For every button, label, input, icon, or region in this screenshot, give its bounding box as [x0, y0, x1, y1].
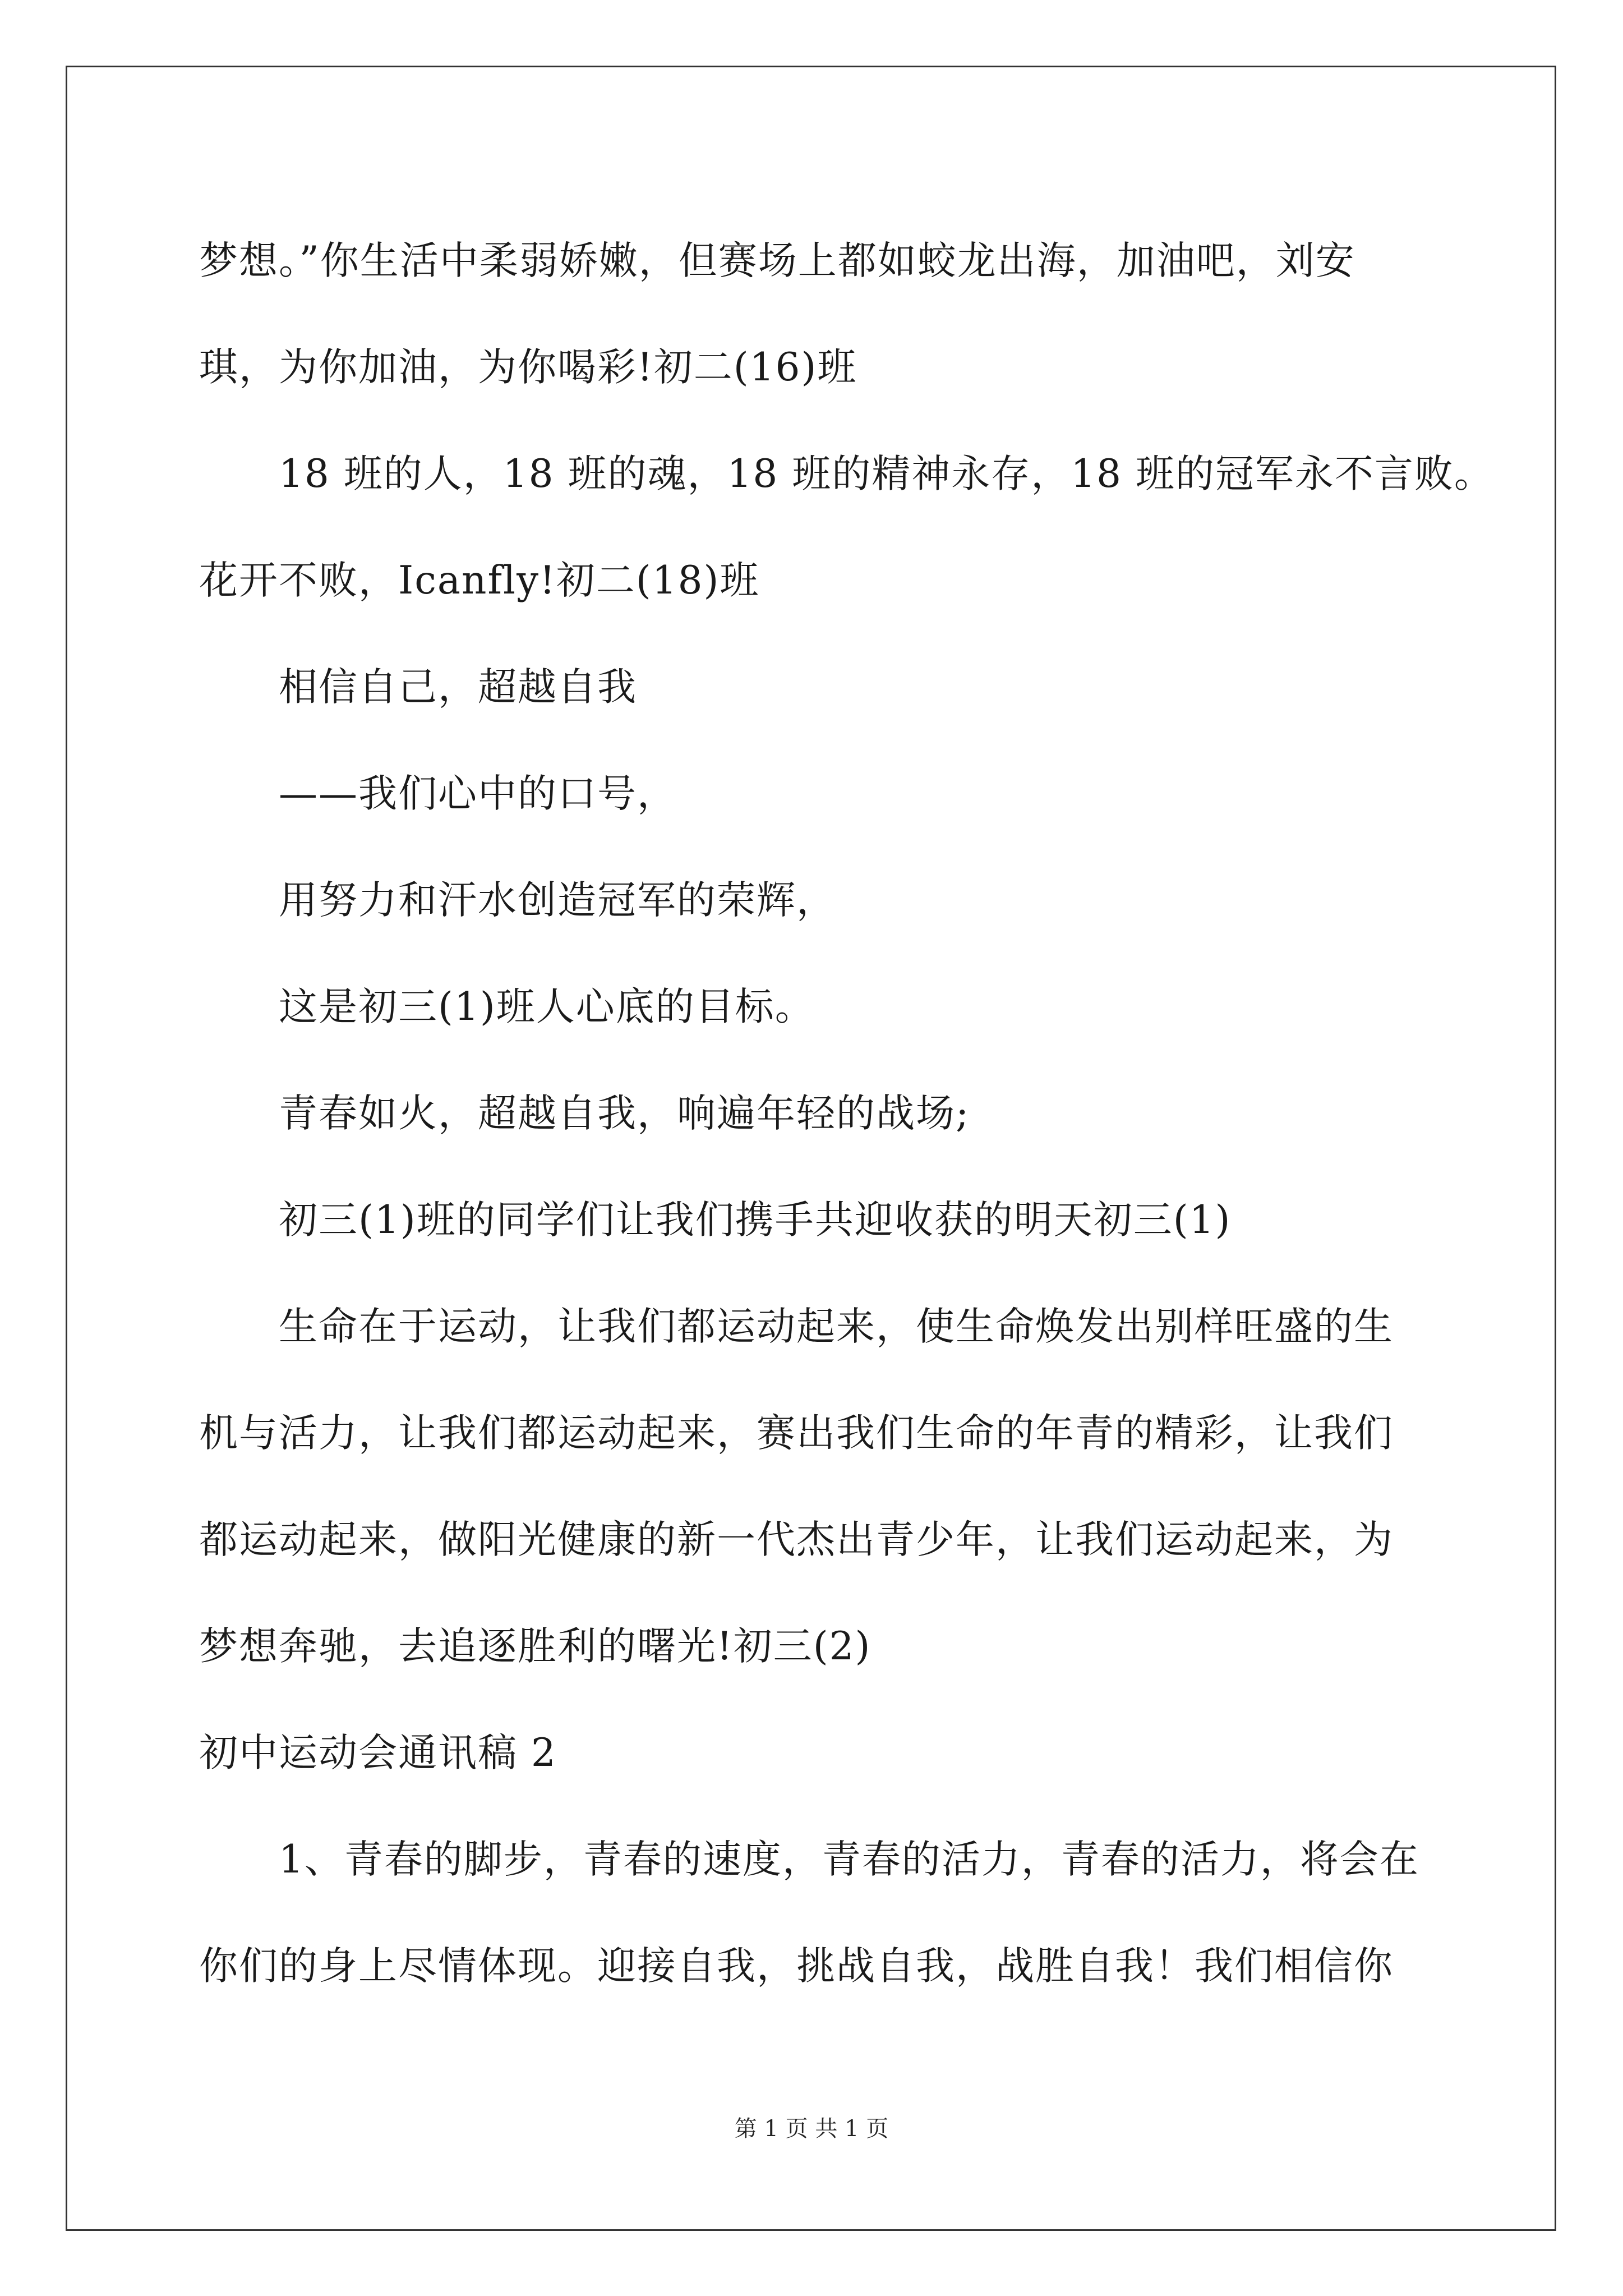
text-line: 梦想奔驰，去追逐胜利的曙光!初三(2)	[199, 1624, 872, 1669]
document-body	[199, 208, 1494, 2019]
text-line: 这是初三(1)班人心底的目标。	[279, 984, 815, 1029]
text-line: 机与活力，让我们都运动起来，赛出我们生命的年青的精彩，让我们	[199, 1411, 1394, 1456]
text-line: 你们的身上尽情体现。迎接自我，挑战自我，战胜自我！我们相信你	[199, 1944, 1394, 1989]
text-line: ——我们心中的口号，	[279, 771, 677, 816]
text-line: 琪，为你加油，为你喝彩!初二(16)班	[199, 345, 857, 390]
text-line: 花开不败，Icanfly!初二(18)班	[199, 558, 760, 603]
page-footer: 第 1 页 共 1 页	[734, 2116, 889, 2142]
text-line: 梦想。”你生活中柔弱娇嫩，但赛场上都如蛟龙出海，加油吧，刘安	[199, 238, 1355, 283]
text-line: 18 班的人，18 班的魂，18 班的精神永存，18 班的冠军永不言败。	[279, 452, 1494, 496]
text-line: 生命在于运动，让我们都运动起来，使生命焕发出别样旺盛的生	[279, 1304, 1394, 1349]
text-line: 初中运动会通讯稿 2	[199, 1731, 557, 1775]
text-line: 青春如火，超越自我，响遍年轻的战场;	[279, 1091, 970, 1136]
text-line: 1、青春的脚步，青春的速度，青春的活力，青春的活力，将会在	[279, 1837, 1419, 1882]
text-line: 都运动起来，做阳光健康的新一代杰出青少年，让我们运动起来，为	[199, 1517, 1394, 1562]
text-line: 相信自己，超越自我	[279, 665, 637, 710]
text-line: 用努力和汗水创造冠军的荣辉，	[279, 878, 836, 923]
text-line: 初三(1)班的同学们让我们携手共迎收获的明天初三(1)	[279, 1198, 1232, 1243]
